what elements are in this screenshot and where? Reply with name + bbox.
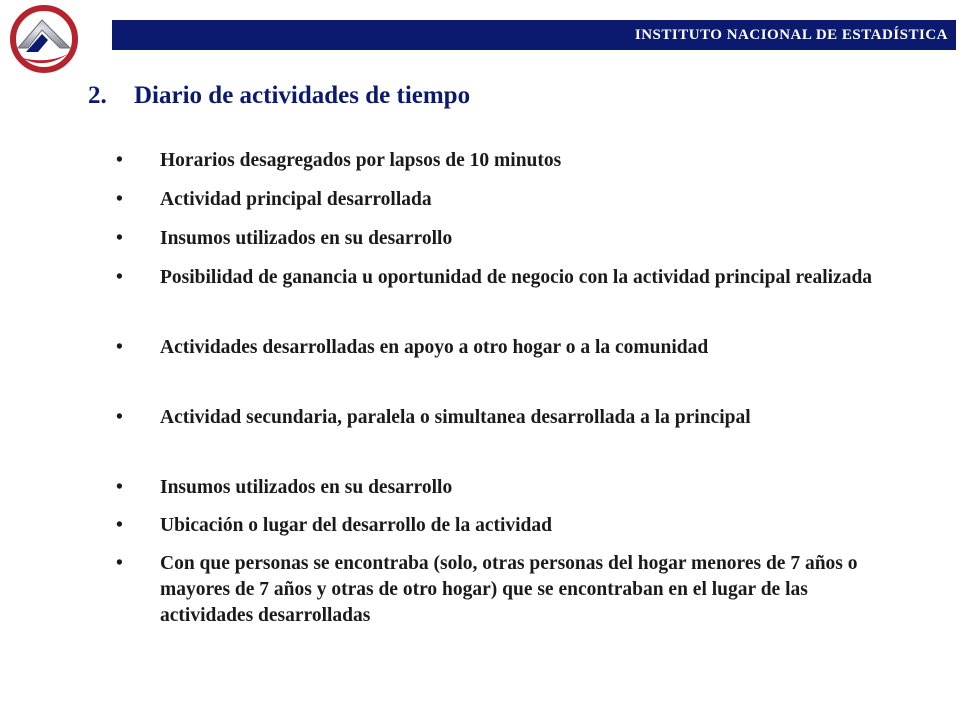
section-number: 2. [88,82,107,109]
bullet-text: Posibilidad de ganancia u oportunidad de negocio con la actividad principal realizada [160,267,873,288]
header-bar [112,20,956,50]
bullet-text: Insumos utilizados en su desarrollo [160,477,453,498]
ine-logo-icon [8,4,80,74]
bullet-text: Actividad secundaria, paralela o simultanea desarrollada a la principal [160,407,751,428]
bullet-item [114,335,904,405]
bullet-text: Actividad principal desarrollada [160,189,432,210]
bullet-item [114,265,904,335]
institution-name: INSTITUTO NACIONAL DE ESTADÍSTICA [634,26,948,43]
bullet-item [114,513,904,551]
bullet-icon: • [116,189,123,210]
bullet-item [114,475,904,513]
bullet-item [114,405,904,475]
bullet-icon: • [116,553,123,574]
bullet-item [114,226,904,265]
bullet-text: Ubicación o lugar del desarrollo de la actividad [160,515,552,536]
bullet-text: Insumos utilizados en su desarrollo [160,228,453,249]
bullet-list [114,148,904,631]
bullet-text: Horarios desagregados por lapsos de 10 minutos [160,150,562,171]
bullet-item [114,148,904,187]
bullet-icon: • [116,337,123,358]
page-title [88,82,470,110]
bullet-item [114,187,904,226]
bullet-icon: • [116,407,123,428]
bullet-item [114,551,904,631]
bullet-icon: • [116,267,123,288]
bullet-icon: • [116,477,123,498]
bullet-icon: • [116,515,123,536]
bullet-icon: • [116,150,123,171]
section-title-text: Diario de actividades de tiempo [134,82,471,109]
bullet-icon: • [116,228,123,249]
bullet-text: Actividades desarrolladas en apoyo a otro hogar o a la comunidad [160,337,709,358]
bullet-text: Con que personas se encontraba (solo, otras personas del hogar menores de 7 años o mayores de 7 años y otras de otro hogar) que se encontraban en el lugar de las actividades desarrolladas [160,553,858,626]
